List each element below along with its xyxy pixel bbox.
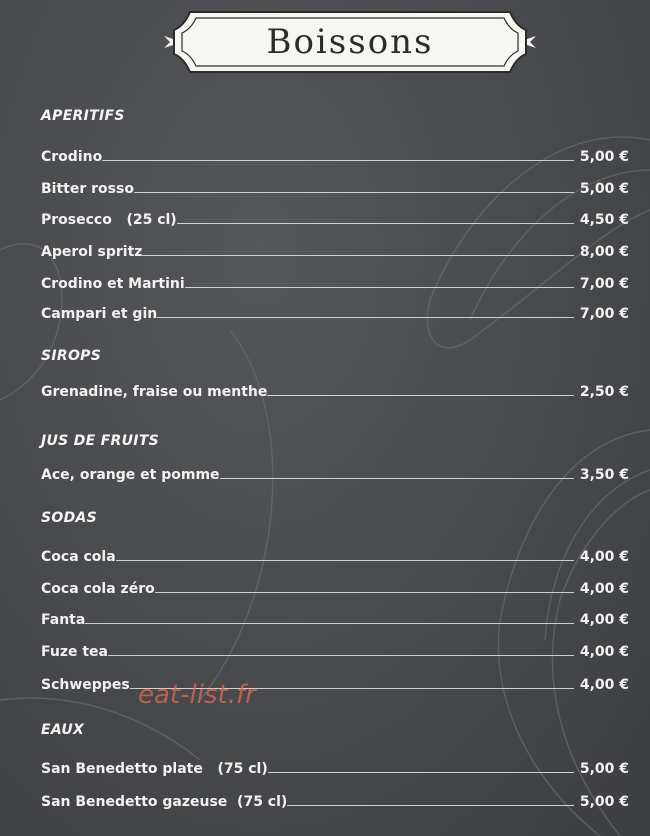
item-price: 4,00 €	[579, 549, 629, 565]
menu-item	[41, 640, 629, 660]
item-price: 2,50 €	[579, 384, 629, 400]
item-price: 4,00 €	[579, 677, 629, 693]
dotted-leader	[157, 317, 574, 318]
item-name: Ace, orange et pomme	[41, 467, 220, 483]
section-title: SIROPS	[41, 348, 102, 364]
dotted-leader	[142, 255, 573, 256]
item-price: 3,50 €	[579, 467, 629, 483]
dotted-leader	[287, 805, 574, 806]
dotted-leader	[220, 478, 574, 479]
menu-item	[41, 577, 629, 597]
item-name: Schweppes	[41, 677, 130, 693]
item-price: 4,00 €	[579, 612, 629, 628]
menu-item	[41, 272, 629, 292]
section-title: SODAS	[41, 510, 98, 526]
dotted-leader	[85, 623, 574, 624]
menu-item	[41, 608, 629, 628]
item-name: Fanta	[41, 612, 86, 628]
dotted-leader	[268, 772, 574, 773]
dotted-leader	[116, 560, 574, 561]
item-name: Fuze tea	[41, 644, 108, 660]
item-price: 5,00 €	[579, 761, 629, 777]
menu-item	[41, 302, 629, 322]
menu-item	[41, 757, 629, 777]
menu-item	[41, 790, 629, 810]
menu-item	[41, 380, 629, 400]
item-name: Aperol spritz	[41, 244, 143, 260]
menu-item	[41, 208, 629, 228]
item-price: 7,00 €	[579, 306, 629, 322]
dotted-leader	[134, 192, 574, 193]
section-title: JUS DE FRUITS	[41, 433, 160, 449]
menu-item	[41, 145, 629, 165]
menu-item	[41, 177, 629, 197]
item-price: 5,00 €	[579, 181, 629, 197]
item-name: Coca cola	[41, 549, 116, 565]
item-price: 5,00 €	[579, 149, 629, 165]
item-price: 4,50 €	[579, 212, 629, 228]
item-price: 4,00 €	[579, 644, 629, 660]
section-title: EAUX	[41, 722, 85, 738]
item-name: Crodino	[41, 149, 103, 165]
menu-item	[41, 545, 629, 565]
title-banner	[160, 6, 540, 78]
watermark: eat-list.fr	[138, 680, 256, 710]
item-name: Prosecco (25 cl)	[41, 212, 177, 228]
dotted-leader	[155, 592, 574, 593]
item-price: 8,00 €	[579, 244, 629, 260]
item-name: Coca cola zéro	[41, 581, 155, 597]
item-name: San Benedetto gazeuse (75 cl)	[41, 794, 288, 810]
dotted-leader	[177, 223, 574, 224]
dotted-leader	[108, 655, 574, 656]
item-name: Grenadine, fraise ou menthe	[41, 384, 268, 400]
item-name: Crodino et Martini	[41, 276, 185, 292]
menu-item	[41, 673, 629, 693]
section-title: APERITIFS	[41, 108, 125, 124]
item-name: Campari et gin	[41, 306, 158, 322]
item-price: 7,00 €	[579, 276, 629, 292]
item-name: Bitter rosso	[41, 181, 134, 197]
menu-item	[41, 463, 629, 483]
menu-item	[41, 240, 629, 260]
item-price: 5,00 €	[579, 794, 629, 810]
menu-title: Boissons	[266, 22, 434, 62]
dotted-leader	[102, 160, 574, 161]
item-name: San Benedetto plate (75 cl)	[41, 761, 268, 777]
item-price: 4,00 €	[579, 581, 629, 597]
dotted-leader	[267, 395, 573, 396]
dotted-leader	[185, 287, 574, 288]
